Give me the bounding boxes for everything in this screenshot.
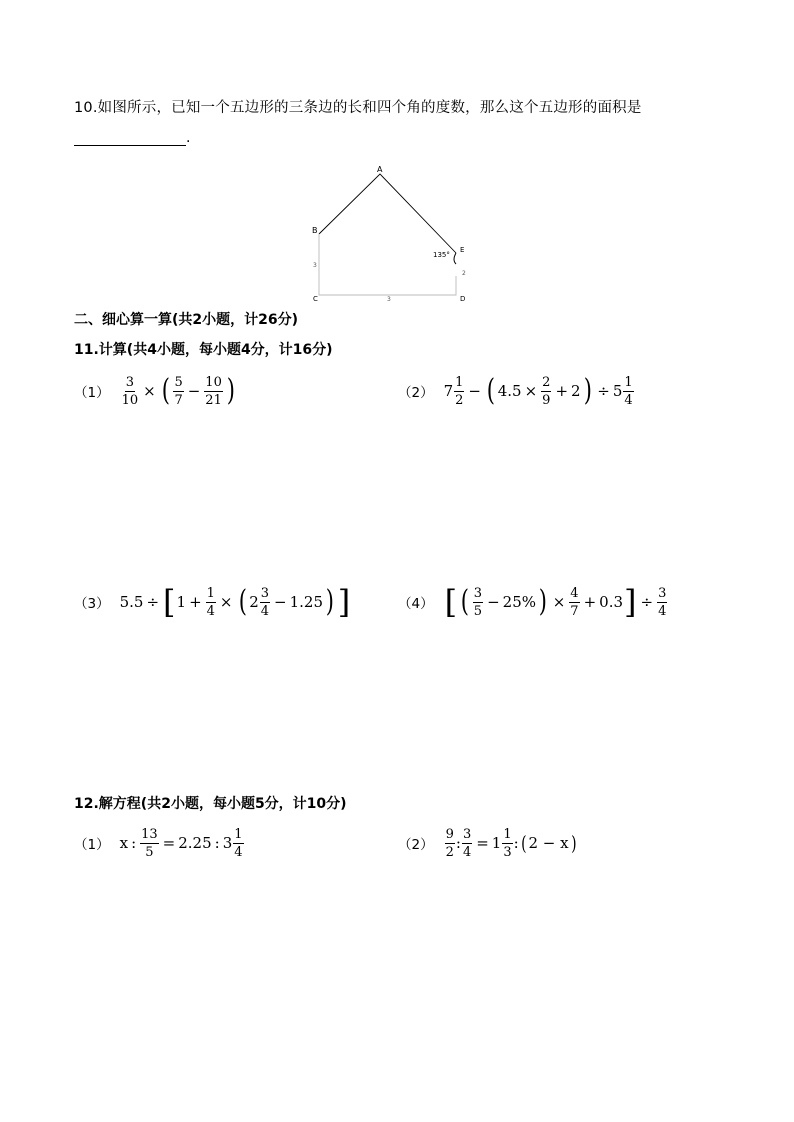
section-2-heading: 二、细心算一算(共2小题，计26分) [74,312,299,328]
angle-arc-e [454,253,456,264]
problem-index: （1） [74,837,110,853]
vertex-label-a: A [377,165,383,174]
pentagon-figure [305,160,475,310]
denominator: 9 [542,392,551,408]
numerator: 3 [260,585,270,601]
numerator: 13 [141,826,158,842]
number: 0.3 [599,593,624,611]
denominator: 5 [145,844,154,860]
fraction [233,828,243,859]
denominator: 4 [206,603,215,619]
answer-blank[interactable] [74,130,190,146]
number: 4.5 [497,382,522,400]
operator: − [468,382,481,400]
denominator: 4 [658,603,667,619]
numerator: 3 [462,826,472,842]
denominator: 2 [445,844,454,860]
operator: − [187,382,201,400]
q11-problem-4 [398,580,668,624]
vertex-label-e: E [460,246,465,254]
denominator: 21 [205,392,222,408]
number: 2.25 [178,834,212,852]
pentagon-edges-ab-ae [319,174,456,253]
fraction [206,587,216,618]
fraction [173,376,183,407]
fraction [462,828,472,859]
problem-index: （2） [398,385,434,401]
question-10-text: 10.如图所示，已知一个五边形的三条边的长和四个角的度数，那么这个五边形的面积是 [74,100,642,116]
denominator: 7 [174,392,183,408]
denominator: 4 [624,392,633,408]
denominator: 4 [260,603,270,619]
ratio-colon: : [513,834,519,852]
question-12-title: 12.解方程(共2小题，每小题5分，计10分) [74,796,347,812]
right-paren: ) [325,584,334,619]
variable-x: x [119,834,129,852]
fraction [445,828,455,859]
fraction [204,376,223,407]
left-paren: ( [161,373,170,408]
ratio-colon: : [455,834,461,852]
numerator: 1 [206,585,215,601]
angle-label-e: 135° [433,251,450,259]
fraction [657,587,667,618]
fraction [121,376,140,407]
operator: ÷ [597,382,610,400]
numerator: 3 [658,585,667,601]
fraction [473,587,483,618]
whole-number: 3 [222,834,233,852]
equals-sign: = [162,834,176,852]
whole-number: 1 [491,834,502,852]
operator: × [143,382,156,400]
operator: ÷ [146,593,160,611]
vertex-label-d: D [460,295,466,303]
number: 1 [176,593,187,611]
operator: + [583,593,597,611]
right-paren: ) [583,373,592,408]
right-paren: ) [226,373,235,408]
numerator: 5 [174,374,183,390]
q11-problem-1 [74,370,238,412]
numerator: 1 [234,826,243,842]
side-label-bc: 3 [313,262,317,269]
expression: 2 − x [528,834,569,852]
left-paren: ( [520,831,527,855]
question-11-title: 11.计算(共4小题，每小题4分，计16分) [74,342,333,358]
ratio-colon: : [214,834,220,852]
denominator: 5 [473,603,483,619]
denominator: 4 [234,844,243,860]
pentagon-edges-bcde [319,234,456,295]
operator: + [189,593,202,611]
numerator: 3 [125,374,134,390]
side-label-cd: 3 [387,296,391,303]
fraction [140,828,159,859]
left-paren: ( [238,584,247,619]
denominator: 10 [121,392,139,408]
side-label-de: 2 [462,270,466,277]
ratio-colon: : [131,834,137,852]
q12-problem-1 [74,822,245,864]
left-bracket: [ [444,583,458,621]
whole-number: 5 [612,382,623,400]
numerator: 1 [503,826,512,842]
fraction [623,376,633,407]
answer-blank-period: . [186,130,191,146]
denominator: 2 [455,392,464,408]
left-paren: ( [460,584,470,619]
right-bracket: ] [624,583,637,621]
numerator: 4 [570,585,579,601]
problem-index: （2） [398,837,434,853]
denominator: 4 [462,844,472,860]
fraction [454,376,464,407]
operator: × [219,593,233,611]
right-paren: ) [538,584,547,619]
left-bracket: [ [163,583,176,621]
number: 5.5 [119,593,144,611]
q12-problem-2 [398,822,578,864]
problem-index: （3） [74,596,110,612]
fraction [502,828,512,859]
operator: × [552,593,566,611]
number: 25% [502,593,536,611]
whole-number: 2 [249,593,259,611]
operator: − [487,593,500,611]
equals-sign: = [476,834,489,852]
operator: × [524,382,538,400]
fraction [541,376,551,407]
problem-index: （4） [398,596,434,612]
operator: ÷ [640,593,654,611]
number: 1.25 [289,593,324,611]
left-paren: ( [486,373,495,408]
numerator: 1 [455,374,464,390]
right-bracket: ] [337,583,351,621]
answer-blank-line[interactable] [74,131,186,146]
operator: − [274,593,287,611]
q11-problem-3 [74,580,351,624]
denominator: 7 [570,603,579,619]
numerator: 1 [624,374,633,390]
fraction [260,587,270,618]
right-paren: ) [570,831,577,855]
vertex-label-c: C [313,295,318,303]
whole-number: 7 [443,382,454,400]
vertex-label-b: B [312,226,318,235]
fraction [569,587,579,618]
number: 2 [571,382,581,400]
operator: + [555,382,569,400]
numerator: 2 [542,374,551,390]
numerator: 10 [205,374,222,390]
problem-index: （1） [74,385,110,401]
numerator: 9 [445,826,454,842]
numerator: 3 [473,585,483,601]
denominator: 3 [503,844,512,860]
q11-problem-2 [398,370,635,412]
